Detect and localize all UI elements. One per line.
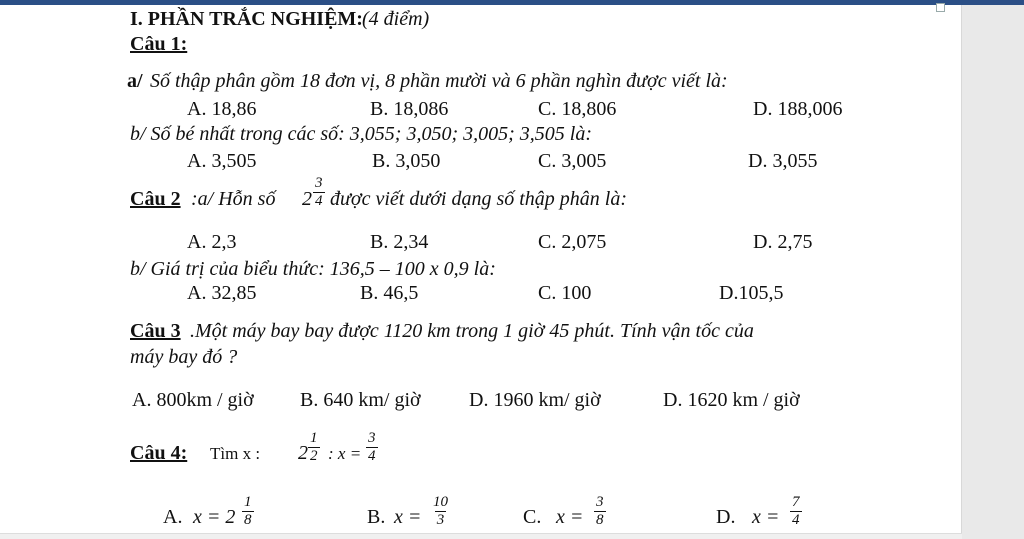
q4-option-c-lhs: x = — [556, 506, 584, 528]
q3-text-line1: .Một máy bay bay được 1120 km trong 1 giờ 45 phút. Tính vận tốc của — [190, 320, 754, 342]
q2b-option-c: C. 100 — [538, 282, 592, 304]
q1b-option-a: A. 3,505 — [187, 150, 257, 172]
q1a-text: Số thập phân gồm 18 đơn vị, 8 phần mười và 6 phần nghìn được viết là: — [150, 70, 728, 92]
q2a-option-d: D. 2,75 — [753, 231, 813, 253]
q4-option-a-numerator: 1 — [244, 494, 252, 510]
q4-option-b-denominator: 3 — [436, 512, 445, 528]
q2-mixed-whole: 2 — [302, 188, 312, 210]
q4-option-c-denominator: 8 — [596, 512, 604, 528]
q1a-option-c: C. 18,806 — [538, 98, 617, 120]
q2-mixed-denominator: 4 — [315, 193, 323, 209]
q2b-option-a: A. 32,85 — [187, 282, 257, 304]
question-1-label: Câu 1: — [130, 33, 188, 55]
q4-eq-whole: 2 — [298, 442, 308, 464]
q4-option-b-numerator: 10 — [433, 494, 448, 510]
q4-option-a-lhs: x = 2 — [193, 506, 236, 528]
q4-option-c-letter: C. — [523, 506, 542, 528]
q4-option-c-numerator: 3 — [596, 494, 604, 510]
q2a-text-after: được viết dưới dạng số thập phân là: — [330, 188, 628, 210]
q4-eq-denominator: 2 — [310, 448, 318, 464]
q3-option-d: D. 1620 km / giờ — [663, 389, 800, 411]
q2-mixed-numerator: 3 — [315, 175, 323, 191]
question-3-label: Câu 3 — [130, 320, 181, 342]
q1a-option-d: D. 188,006 — [753, 98, 843, 120]
q4-option-b-lhs: x = — [394, 506, 422, 528]
q4-prompt: Tìm x : — [210, 444, 261, 463]
section-title: I. PHẦN TRẮC NGHIỆM: — [130, 8, 363, 30]
q1a-option-a: A. 18,86 — [187, 98, 257, 120]
q1b-option-b: B. 3,050 — [372, 150, 441, 172]
question-4-label: Câu 4: — [130, 442, 188, 464]
q4-option-a-denominator: 8 — [244, 512, 252, 528]
q4-option-b-letter: B. — [367, 506, 386, 528]
q1b-option-c: C. 3,005 — [538, 150, 607, 172]
q1b-text: b/ Số bé nhất trong các số: 3,055; 3,050; 3,005; 3,505 là: — [130, 123, 592, 145]
q4-eq-fraction — [308, 430, 320, 465]
q1b-option-d: D. 3,055 — [748, 150, 818, 172]
q3-text-line2: máy bay đó ? — [130, 346, 238, 368]
section-points: (4 điểm) — [362, 8, 430, 30]
q2a-option-b: B. 2,34 — [370, 231, 429, 253]
q2b-option-d: D.105,5 — [719, 282, 784, 304]
q4-eq-rhs-numerator: 3 — [368, 430, 376, 446]
question-2-label: Câu 2 — [130, 188, 181, 210]
q1a-prefix: a/ — [127, 70, 143, 92]
document-page — [0, 5, 962, 534]
right-side-panel — [961, 5, 1024, 539]
q2-mixed-fraction — [313, 175, 325, 210]
q2b-option-b: B. 46,5 — [360, 282, 419, 304]
q3-option-a: A. 800km / giờ — [132, 389, 254, 411]
q1a-option-b: B. 18,086 — [370, 98, 449, 120]
q4-option-b-fraction — [431, 494, 450, 529]
q4-option-d-denominator: 4 — [792, 512, 800, 528]
q4-option-d-numerator: 7 — [792, 494, 800, 510]
q4-eq-mid: : x = — [328, 444, 362, 463]
q4-option-c-fraction — [594, 494, 606, 529]
q4-option-d-fraction — [790, 494, 802, 529]
q2b-text: b/ Giá trị của biểu thức: 136,5 – 100 x 0,9 là: — [130, 258, 496, 280]
q4-option-a-letter: A. — [163, 506, 183, 528]
q4-option-d-letter: D. — [716, 506, 736, 528]
q2a-option-c: C. 2,075 — [538, 231, 607, 253]
q4-eq-numerator: 1 — [310, 430, 318, 446]
q3-option-c: D. 1960 km/ giờ — [469, 389, 601, 411]
q2a-option-a: A. 2,3 — [187, 231, 237, 253]
q3-option-b: B. 640 km/ giờ — [300, 389, 421, 411]
q4-eq-rhs-fraction — [366, 430, 378, 465]
q4-option-a-fraction — [242, 494, 254, 529]
q4-option-d-lhs: x = — [752, 506, 780, 528]
q2a-text: :a/ Hỗn số — [191, 188, 276, 210]
q4-eq-rhs-denominator: 4 — [368, 448, 376, 464]
